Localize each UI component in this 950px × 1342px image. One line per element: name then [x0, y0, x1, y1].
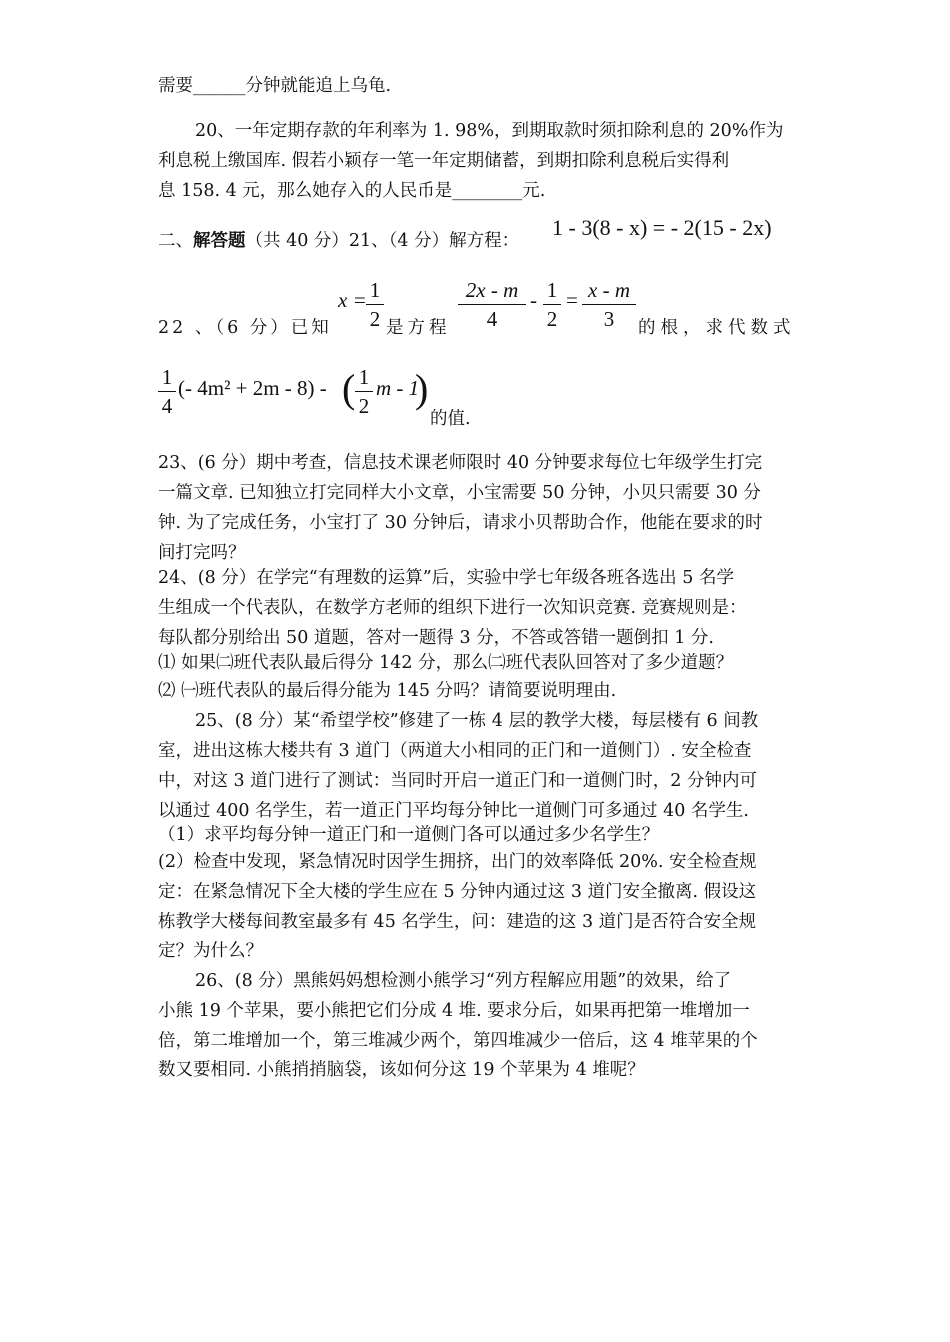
q22-expr-inner-rest: m - 1	[376, 376, 420, 400]
q26-line-4: 数又要相同. 小熊捎捎脑袋，该如何分这 19 个苹果为 4 堆呢？	[158, 1060, 645, 1080]
q22-expr-open-paren: (	[342, 366, 356, 411]
q22-x-equals: x =	[338, 288, 367, 312]
q22-expr-close-paren: )	[415, 366, 429, 411]
q22-half-num: 1	[369, 278, 381, 302]
q23-line-3: 钟. 为了完成任务，小宝打了 30 分钟后，请求小贝帮助合作，他能在要求的时	[158, 513, 763, 533]
q22-prefix: 22 、（6 分）已知	[158, 318, 332, 338]
q25-line-1: 25、(8 分）某“希望学校”修建了一栋 4 层的教学大楼，每层楼有 6 间教	[195, 711, 759, 731]
fraction-bar	[355, 391, 373, 392]
q22-mid-num: 1	[546, 278, 558, 302]
q26-line-1: 26、(8 分）黑熊妈妈想检测小熊学习“列方程解应用题”的效果，给了	[195, 971, 732, 991]
section2-title: 解答题	[193, 231, 246, 251]
q22-half-den: 2	[369, 307, 381, 331]
q20-line-3: 息 158. 4 元，那么她存入的人民币是________元.	[158, 181, 546, 201]
q24-line-3: 每队都分别给出 50 道题，答对一题得 3 分，不答或答错一题倒扣 1 分.	[158, 628, 714, 648]
fraction-bar	[366, 304, 384, 305]
q22-lhs-fraction	[458, 277, 526, 332]
q22-expr-quarter-num: 1	[161, 365, 173, 389]
q19-continuation: 需要______分钟就能追上乌龟.	[158, 76, 392, 96]
q22-expr-inner-den: 2	[358, 394, 370, 418]
fraction-bar	[458, 304, 526, 305]
q22-mid-fraction	[543, 277, 561, 332]
q22-minus: -	[530, 288, 537, 312]
q22-expr-end: 的值.	[430, 409, 471, 429]
q22-expr-quarter-den: 4	[161, 394, 173, 418]
q25-line-5: （1）求平均每分钟一道正门和一道侧门各可以通过多少名学生？	[158, 825, 660, 845]
q22-lhs-num: 2x - m	[465, 278, 519, 302]
fraction-bar	[158, 391, 176, 392]
q25-line-6: (2）检查中发现，紧急情况时因学生拥挤，出门的效率降低 20%. 安全检查规	[158, 852, 757, 872]
q26-line-3: 倍，第二堆增加一个，第三堆减少两个，第四堆减少一倍后，这 4 堆苹果的个	[158, 1031, 758, 1051]
q25-line-2: 室，进出这栋大楼共有 3 道门（两道大小相同的正门和一道侧门）. 安全检查	[158, 741, 752, 761]
q24-line-5: ⑵ ㈠班代表队的最后得分能为 145 分吗？请简要说明理由.	[158, 681, 617, 701]
q24-line-1: 24、(8 分）在学完“有理数的运算”后，实验中学七年级各班各选出 5 名学	[158, 568, 734, 588]
q21-label: （共 40 分）21、（4 分）解方程：	[245, 231, 520, 251]
q22-half-fraction	[366, 277, 384, 332]
q20-line-1: 20、一年定期存款的年利率为 1. 98%，到期取款时须扣除利息的 20%作为	[195, 121, 784, 141]
q23-line-4: 间打完吗？	[158, 543, 246, 563]
q22-is-root-text: 是方程	[386, 318, 451, 338]
q22-rhs-den: 3	[603, 307, 615, 331]
q22-expr-inner-fraction	[355, 364, 373, 419]
q22-expr-inner-num: 1	[358, 365, 370, 389]
q25-line-7: 定：在紧急情况下全大楼的学生应在 5 分钟内通过这 3 道门安全撤离. 假设这	[158, 882, 757, 902]
q22-equals: =	[566, 288, 578, 312]
section2-prefix: 二、	[158, 231, 193, 251]
q23-line-1: 23、(6 分）期中考查，信息技术课老师限时 40 分钟要求每位七年级学生打完	[158, 453, 763, 473]
q22-rhs-num: x - m	[588, 278, 630, 302]
q25-line-4: 以通过 400 名学生，若一道正门平均每分钟比一道侧门可多通过 40 名学生.	[158, 801, 749, 821]
q25-line-9: 定？为什么？	[158, 941, 263, 961]
q21-equation: 1 - 3(8 - x) = - 2(15 - 2x)	[552, 215, 772, 240]
q23-line-2: 一篇文章. 已知独立打完同样大小文章，小宝需要 50 分钟，小贝只需要 30 分	[158, 483, 761, 503]
q20-line-2: 利息税上缴国库. 假若小颖存一笔一年定期储蓄，到期扣除利息税后实得利	[158, 151, 730, 171]
fraction-bar	[582, 304, 636, 305]
q25-line-8: 栋教学大楼每间教室最多有 45 名学生，问：建造的这 3 道门是否符合安全规	[158, 912, 757, 932]
q24-line-2: 生组成一个代表队，在数学方老师的组织下进行一次知识竞赛. 竞赛规则是：	[158, 598, 747, 618]
q26-line-2: 小熊 19 个苹果，要小熊把它们分成 4 堆. 要求分后，如果再把第一堆增加一	[158, 1001, 750, 1021]
q25-line-3: 中，对这 3 道门进行了测试：当同时开启一道正门和一道侧门时，2 分钟内可	[158, 771, 757, 791]
q22-suffix: 的根，求代数式	[638, 318, 796, 338]
q22-mid-den: 2	[546, 307, 558, 331]
q22-rhs-fraction	[582, 277, 636, 332]
q22-expr-main: (- 4m² + 2m - 8) -	[178, 376, 327, 400]
q22-expr-quarter	[158, 364, 176, 419]
q22-lhs-den: 4	[486, 307, 498, 331]
fraction-bar	[543, 304, 561, 305]
q24-line-4: ⑴ 如果㈡班代表队最后得分 142 分，那么㈡班代表队回答对了多少道题？	[158, 653, 734, 673]
